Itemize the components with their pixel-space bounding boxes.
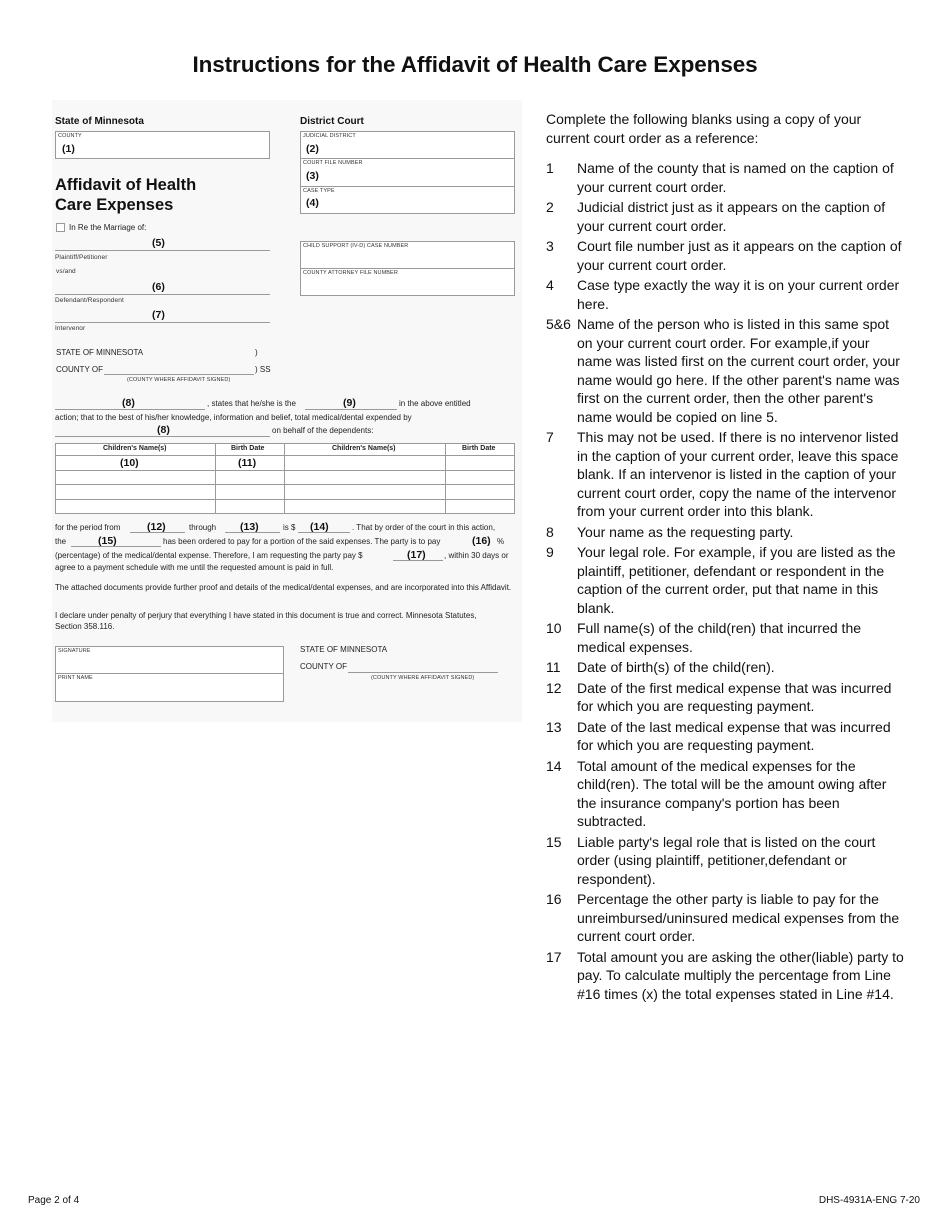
table-header-birth-1: Birth Date bbox=[231, 445, 265, 452]
instruction-number: 14 bbox=[546, 757, 562, 774]
defendant-label: Defendant/Respondent bbox=[55, 297, 124, 304]
instruction-item bbox=[546, 890, 906, 946]
instruction-text: Name of the county that is named on the caption of your current court order. bbox=[577, 160, 894, 195]
instructions-intro: Complete the following blanks using a copy of your current court order as a reference: bbox=[546, 111, 862, 146]
court-heading: District Court bbox=[300, 116, 364, 127]
instruction-number: 8 bbox=[546, 523, 554, 540]
col-line bbox=[284, 443, 285, 514]
row-line bbox=[55, 455, 515, 456]
divider bbox=[300, 158, 515, 159]
marriage-label: In Re the Marriage of: bbox=[69, 223, 147, 232]
instruction-item bbox=[546, 315, 906, 426]
by-order: . That by order of the court in this action, bbox=[352, 523, 496, 532]
instructions-list bbox=[546, 159, 906, 1005]
behalf-text: on behalf of the dependents: bbox=[272, 426, 374, 435]
signature-label: SIGNATURE bbox=[58, 648, 91, 654]
instruction-number: 13 bbox=[546, 718, 562, 735]
state-line: STATE OF MINNESOTA bbox=[56, 348, 144, 357]
court-file-label: COURT FILE NUMBER bbox=[303, 160, 363, 166]
instruction-number: 11 bbox=[546, 659, 561, 675]
instruction-number: 17 bbox=[546, 948, 562, 965]
marker-6: (6) bbox=[152, 281, 165, 293]
marker-1: (1) bbox=[62, 143, 75, 155]
role-line bbox=[305, 409, 397, 410]
attached-docs: The attached documents provide further proof and details of the medical/dental expenses, and are incorporated into this Affidavit. bbox=[55, 583, 512, 592]
court-info-box bbox=[300, 131, 515, 214]
state-heading: State of Minnesota bbox=[55, 116, 144, 127]
instruction-number: 2 bbox=[546, 199, 554, 215]
col-line bbox=[215, 443, 216, 514]
col-line bbox=[445, 443, 446, 514]
percentage-text: (percentage) of the medical/dental expense. Therefore, I am requesting the party pay $ bbox=[55, 551, 363, 560]
within-days: , within 30 days or bbox=[444, 551, 509, 560]
instruction-item bbox=[546, 679, 906, 716]
intervenor-label: Intervenor bbox=[55, 325, 86, 332]
instruction-number: 15 bbox=[546, 833, 562, 850]
marker-8b: (8) bbox=[157, 424, 170, 436]
period-from: for the period from bbox=[55, 523, 121, 532]
county-signed-note-2: (COUNTY WHERE AFFIDAVIT SIGNED) bbox=[371, 675, 475, 681]
instruction-item bbox=[546, 718, 906, 755]
plaintiff-line bbox=[55, 250, 270, 251]
row-line bbox=[55, 499, 515, 500]
instruction-text: Judicial district just as it appears on the caption of your current court order. bbox=[577, 199, 886, 234]
marker-16: (16) bbox=[472, 535, 491, 547]
states-that: , states that he/she is the bbox=[207, 399, 296, 408]
state-of-mn-2: STATE OF MINNESOTA bbox=[300, 645, 388, 654]
children-table bbox=[55, 443, 515, 514]
affidavit-form-image bbox=[52, 100, 522, 722]
expended-line bbox=[55, 436, 270, 437]
instruction-number: 12 bbox=[546, 679, 562, 696]
intervenor-line bbox=[55, 322, 270, 323]
county-of-line bbox=[104, 374, 254, 375]
case-type-label: CASE TYPE bbox=[303, 188, 335, 194]
instruction-item bbox=[546, 948, 906, 1004]
instruction-item bbox=[546, 543, 906, 617]
instruction-item bbox=[546, 523, 906, 542]
form-id: DHS-4931A-ENG 7-20 bbox=[818, 1195, 920, 1206]
instruction-text: Percentage the other party is liable to pay for the unreimbursed/uninsured medical expenses from the current court order. bbox=[577, 891, 900, 944]
instruction-text: Date of the first medical expense that was incurred for which you are requesting payment. bbox=[577, 679, 892, 714]
divider bbox=[55, 673, 284, 674]
divider bbox=[300, 268, 515, 269]
affidavit-title-1: Affidavit of Health bbox=[55, 176, 197, 194]
instruction-number: 4 bbox=[546, 277, 554, 293]
instruction-text: Date of the last medical expense that was incurred for which you are requesting payment. bbox=[577, 718, 891, 753]
request-line bbox=[393, 560, 443, 561]
instruction-text: Full name(s) of the child(ren) that incurred the medical expenses. bbox=[577, 620, 862, 655]
marker-13: (13) bbox=[240, 521, 259, 533]
page-title: Instructions for the Affidavit of Health Care Expenses bbox=[192, 52, 758, 77]
marker-9: (9) bbox=[343, 397, 356, 409]
instruction-text: This may not be used. If there is no intervenor listed in the caption of your current order, leave this space blank. If an intervenor is listed in the caption of your current court order, copy the name of the intervenor from your current order into this blank. bbox=[577, 429, 899, 519]
marker-5: (5) bbox=[152, 237, 165, 249]
instruction-text: Date of birth(s) of the child(ren). bbox=[577, 659, 775, 675]
instruction-number: 5&6 bbox=[546, 316, 571, 332]
child-support-label: CHILD SUPPORT (IV-D) CASE NUMBER bbox=[303, 243, 409, 249]
county-signed-note: (COUNTY WHERE AFFIDAVIT SIGNED) bbox=[127, 377, 231, 383]
the-word: the bbox=[55, 537, 67, 546]
instruction-text: Liable party's legal role that is listed on the court order (using plaintiff, petitioner,defendant or respondent). bbox=[577, 833, 876, 887]
instruction-number: 3 bbox=[546, 238, 554, 254]
instruction-text: Your legal role. For example, if you are listed as the plaintiff, petitioner, defendant or respondent in the caption of the current order, put that name in this blank. bbox=[577, 544, 896, 616]
instruction-number: 16 bbox=[546, 891, 562, 907]
instruction-item bbox=[546, 159, 906, 196]
instruction-number: 9 bbox=[546, 544, 554, 560]
instruction-text: Your name as the requesting party. bbox=[577, 523, 794, 540]
marker-11: (11) bbox=[238, 457, 257, 469]
instruction-item bbox=[546, 237, 906, 274]
marriage-checkbox[interactable] bbox=[56, 223, 65, 232]
county-box bbox=[55, 131, 270, 159]
through-line bbox=[225, 532, 280, 533]
row-line bbox=[55, 484, 515, 485]
page-number: Page 2 of 4 bbox=[28, 1195, 80, 1206]
vs-label: vs/and bbox=[56, 268, 76, 275]
marker-12: (12) bbox=[147, 521, 166, 533]
county-of: COUNTY OF bbox=[56, 365, 103, 374]
plaintiff-label: Plaintiff/Petitioner bbox=[55, 254, 108, 261]
marker-7: (7) bbox=[152, 309, 165, 321]
marker-4: (4) bbox=[306, 197, 319, 209]
county-label: COUNTY bbox=[58, 133, 82, 139]
through: through bbox=[189, 523, 217, 532]
amount-line bbox=[298, 532, 350, 533]
county-of-2-line bbox=[348, 672, 498, 673]
instruction-item bbox=[546, 619, 906, 656]
marker-10: (10) bbox=[120, 457, 139, 469]
marker-17: (17) bbox=[407, 549, 426, 561]
county-attorney-label: COUNTY ATTORNEY FILE NUMBER bbox=[303, 270, 398, 276]
instruction-item bbox=[546, 428, 906, 521]
signature-box[interactable] bbox=[55, 646, 284, 702]
party-line bbox=[71, 546, 161, 547]
marker-14: (14) bbox=[310, 521, 329, 533]
instruction-text: Case type exactly the way it is on your current order here. bbox=[577, 277, 900, 312]
divider bbox=[300, 186, 515, 187]
defendant-line bbox=[55, 294, 270, 295]
table-header-name-2: Children's Name(s) bbox=[332, 445, 396, 452]
table-header-name-1: Children's Name(s) bbox=[103, 445, 167, 452]
action-text: action; that to the best of his/her knowledge, information and belief, total medical/dental expended by bbox=[55, 413, 412, 422]
agree-text: agree to a payment schedule with me until the requested amount is paid in full. bbox=[55, 563, 334, 572]
instruction-item bbox=[546, 833, 906, 889]
ss: ) SS bbox=[255, 365, 271, 374]
instruction-item bbox=[546, 757, 906, 831]
print-name-label: PRINT NAME bbox=[58, 675, 93, 681]
county-of-2: COUNTY OF bbox=[300, 662, 347, 671]
instruction-number: 10 bbox=[546, 620, 562, 636]
instruction-number: 1 bbox=[546, 160, 554, 176]
table-header-birth-2: Birth Date bbox=[462, 445, 496, 452]
instruction-text: Total amount you are asking the other(liable) party to pay. To calculate multiply the percentage from Line #16 times (x) the total expenses stated in Line #14. bbox=[577, 948, 904, 1002]
ordered-to-pay: has been ordered to pay for a portion of the said expenses. The party is to pay bbox=[163, 537, 441, 546]
is-dollar: is $ bbox=[283, 523, 296, 532]
instruction-text: Court file number just as it appears on the caption of your current court order. bbox=[577, 238, 902, 273]
instruction-number: 7 bbox=[546, 429, 554, 445]
row-line bbox=[55, 470, 515, 471]
percent-sign: % bbox=[497, 537, 505, 546]
marker-2: (2) bbox=[306, 143, 319, 155]
instruction-item bbox=[546, 198, 906, 235]
affidavit-title-2: Care Expenses bbox=[55, 196, 174, 214]
instruction-text: Total amount of the medical expenses for the child(ren). The total will be the amount owing after the insurance company's portion has been subtracted. bbox=[577, 757, 887, 829]
marker-3: (3) bbox=[306, 170, 319, 182]
instruction-item bbox=[546, 658, 906, 677]
from-line bbox=[130, 532, 185, 533]
paren: ) bbox=[255, 348, 258, 357]
instruction-text: Name of the person who is listed in this same spot on your current court order. For example,if your name was listed first on the current court order, your name would go here. If the other parent's name was first on the current order, then the other parent's name would be copied on line 5. bbox=[577, 316, 900, 425]
judicial-district-label: JUDICIAL DISTRICT bbox=[303, 133, 356, 139]
marker-8a: (8) bbox=[122, 397, 135, 409]
marker-15: (15) bbox=[98, 535, 117, 547]
above-entitled: in the above entitled bbox=[399, 399, 471, 408]
instruction-item bbox=[546, 276, 906, 313]
declare-text: I declare under penalty of perjury that everything I have stated in this document is true and correct. Minnesota Statutes, Section 358.116. bbox=[55, 611, 477, 631]
name-line bbox=[55, 409, 205, 410]
